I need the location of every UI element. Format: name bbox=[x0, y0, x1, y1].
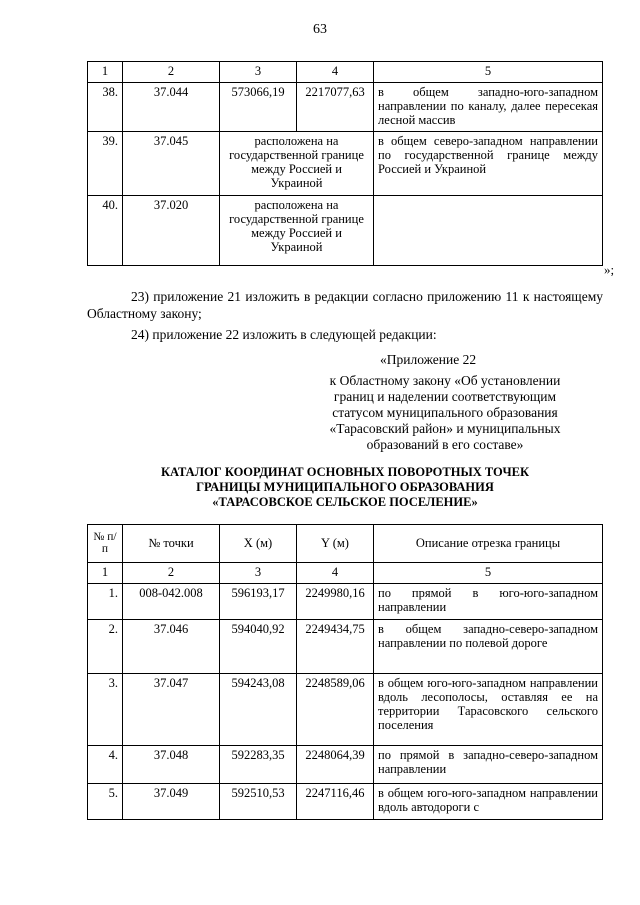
table-header-numbers bbox=[88, 62, 603, 83]
catalog-title-line: ГРАНИЦЫ МУНИЦИПАЛЬНОГО ОБРАЗОВАНИЯ bbox=[196, 480, 494, 494]
merged-location-note: расположена на государственной границе между Россией и Украиной bbox=[220, 132, 374, 196]
column-header-y: Y (м) bbox=[297, 525, 374, 563]
y-coordinate: 2247116,46 bbox=[297, 784, 374, 820]
y-coordinate: 2248064,39 bbox=[297, 746, 374, 784]
table-row bbox=[88, 83, 603, 132]
paragraph-23: 23) приложение 21 изложить в редакции согласно приложению 11 к настоящему Областному закону; bbox=[87, 289, 603, 321]
x-coordinate: 596193,17 bbox=[220, 584, 297, 620]
column-number-3: 3 bbox=[220, 563, 297, 584]
row-index: 40. bbox=[88, 196, 123, 266]
row-index: 5. bbox=[88, 784, 123, 820]
point-id: 37.044 bbox=[123, 83, 220, 132]
coordinate-catalog-table bbox=[87, 524, 603, 820]
x-coordinate: 573066,19 bbox=[220, 83, 297, 132]
segment-description: в общем северо-западном направлении по государственной границе между Россией и Украиной bbox=[374, 132, 603, 196]
catalog-title-line: «ТАРАСОВСКОЕ СЕЛЬСКОЕ ПОСЕЛЕНИЕ» bbox=[212, 495, 478, 509]
segment-description: в общем западно-юго-западном направлении по каналу, далее пересекая лесной массив bbox=[374, 83, 603, 132]
column-number-5: 5 bbox=[374, 563, 603, 584]
appendix-line: границ и наделении соответствующим bbox=[333, 389, 557, 404]
appendix-subtitle bbox=[300, 373, 590, 453]
table-row bbox=[88, 132, 603, 196]
y-coordinate: 2248589,06 bbox=[297, 674, 374, 746]
table-header-numbers bbox=[88, 563, 603, 584]
x-coordinate: 592283,35 bbox=[220, 746, 297, 784]
closing-quote: »; bbox=[604, 262, 615, 277]
segment-description: по прямой в западно-северо-западном направлении bbox=[374, 746, 603, 784]
appendix-line: к Областному закону «Об установлении bbox=[329, 373, 561, 388]
table-row bbox=[88, 784, 603, 820]
x-coordinate: 594243,08 bbox=[220, 674, 297, 746]
merged-location-note: расположена на государственной границе между Россией и Украиной bbox=[220, 196, 374, 266]
row-index: 4. bbox=[88, 746, 123, 784]
column-number-1: 1 bbox=[88, 62, 123, 83]
paragraph-24: 24) приложение 22 изложить в следующей редакции: bbox=[131, 327, 437, 342]
page-number: 63 bbox=[313, 22, 327, 37]
row-index: 2. bbox=[88, 620, 123, 674]
catalog-title-line: КАТАЛОГ КООРДИНАТ ОСНОВНЫХ ПОВОРОТНЫХ ТОЧЕК bbox=[160, 465, 530, 479]
segment-description: по прямой в юго-юго-западном направлении bbox=[374, 584, 603, 620]
column-number-1: 1 bbox=[88, 563, 123, 584]
point-id: 37.047 bbox=[123, 674, 220, 746]
y-coordinate: 2217077,63 bbox=[297, 83, 374, 132]
table-row bbox=[88, 674, 603, 746]
segment-description bbox=[374, 196, 603, 266]
point-id: 37.049 bbox=[123, 784, 220, 820]
column-number-2: 2 bbox=[123, 62, 220, 83]
column-number-4: 4 bbox=[297, 563, 374, 584]
point-id: 37.020 bbox=[123, 196, 220, 266]
segment-description: в общем юго-юго-западном направлении вдоль лесополосы, оставляя ее на территории Тарасовского сельского поселения bbox=[374, 674, 603, 746]
table-header-columns bbox=[88, 525, 603, 563]
column-number-2: 2 bbox=[123, 563, 220, 584]
table-row bbox=[88, 746, 603, 784]
segment-description: в общем западно-северо-западном направлении по полевой дороге bbox=[374, 620, 603, 674]
row-index: 1. bbox=[88, 584, 123, 620]
point-id: 37.045 bbox=[123, 132, 220, 196]
appendix-line: «Тарасовский район» и муниципальных bbox=[329, 421, 561, 436]
column-number-5: 5 bbox=[374, 62, 603, 83]
column-header-point: № точки bbox=[123, 525, 220, 563]
table-row bbox=[88, 620, 603, 674]
column-number-4: 4 bbox=[297, 62, 374, 83]
row-index: 39. bbox=[88, 132, 123, 196]
table-row bbox=[88, 584, 603, 620]
segment-description: в общем юго-юго-западном направлении вдоль автодороги с bbox=[374, 784, 603, 820]
y-coordinate: 2249980,16 bbox=[297, 584, 374, 620]
column-number-3: 3 bbox=[220, 62, 297, 83]
y-coordinate: 2249434,75 bbox=[297, 620, 374, 674]
point-id: 37.046 bbox=[123, 620, 220, 674]
point-id: 37.048 bbox=[123, 746, 220, 784]
appendix-line: образований в его составе» bbox=[366, 437, 524, 452]
appendix-title: «Приложение 22 bbox=[380, 352, 477, 367]
appendix-line: статусом муниципального образования bbox=[332, 405, 558, 420]
column-header-description: Описание отрезка границы bbox=[374, 525, 603, 563]
boundary-table-continued bbox=[87, 61, 603, 266]
column-header-index: № п/п bbox=[88, 525, 123, 563]
column-header-x: X (м) bbox=[220, 525, 297, 563]
catalog-title bbox=[87, 465, 603, 510]
point-id: 008-042.008 bbox=[123, 584, 220, 620]
x-coordinate: 594040,92 bbox=[220, 620, 297, 674]
row-index: 3. bbox=[88, 674, 123, 746]
table-row bbox=[88, 196, 603, 266]
x-coordinate: 592510,53 bbox=[220, 784, 297, 820]
row-index: 38. bbox=[88, 83, 123, 132]
